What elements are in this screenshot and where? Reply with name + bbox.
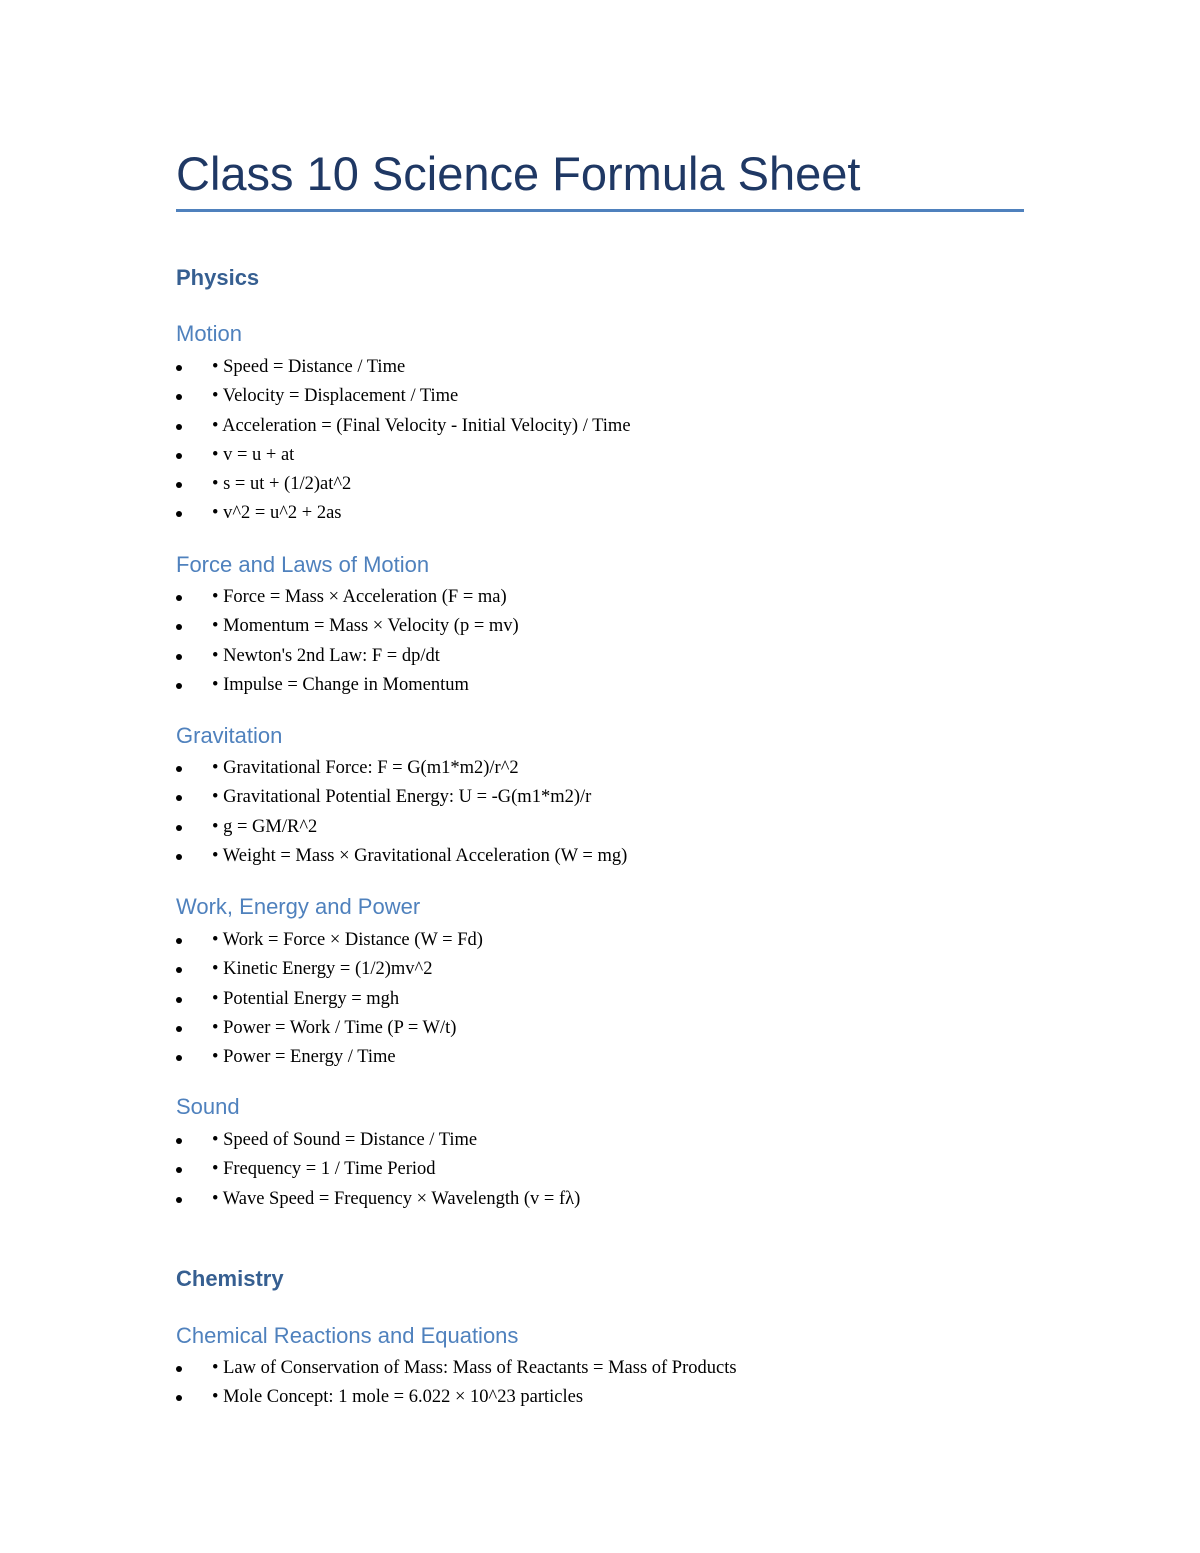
bullet-icon bbox=[176, 654, 182, 660]
subsection-heading-force-and-laws-of-motion: Force and Laws of Motion bbox=[176, 552, 430, 577]
list-item: • Power = Work / Time (P = W/t) bbox=[176, 1014, 1024, 1043]
list-item: • Speed of Sound = Distance / Time bbox=[176, 1126, 1024, 1155]
bullet-icon bbox=[176, 997, 182, 1003]
list-item: • Momentum = Mass × Velocity (p = mv) bbox=[176, 612, 1024, 641]
formula-list-sound bbox=[176, 1126, 1024, 1214]
list-item: • v^2 = u^2 + 2as bbox=[176, 499, 1024, 528]
bullet-icon bbox=[176, 624, 182, 630]
list-item: • Speed = Distance / Time bbox=[176, 353, 1024, 382]
section-heading-physics: Physics bbox=[176, 265, 260, 290]
list-item: • Frequency = 1 / Time Period bbox=[176, 1155, 1024, 1184]
subsection-heading-gravitation: Gravitation bbox=[176, 723, 283, 748]
subsection-heading-sound: Sound bbox=[176, 1094, 240, 1119]
list-item: • Potential Energy = mgh bbox=[176, 985, 1024, 1014]
bullet-icon bbox=[176, 854, 182, 860]
list-item: • Power = Energy / Time bbox=[176, 1043, 1024, 1072]
formula-list-work-energy-power bbox=[176, 926, 1024, 1072]
list-item: • Gravitational Potential Energy: U = -G(m1*m2)/r bbox=[176, 783, 1024, 812]
list-item: • Work = Force × Distance (W = Fd) bbox=[176, 926, 1024, 955]
bullet-icon bbox=[176, 424, 182, 430]
bullet-icon bbox=[176, 1138, 182, 1144]
list-item: • Force = Mass × Acceleration (F = ma) bbox=[176, 583, 1024, 612]
list-item: • s = ut + (1/2)at^2 bbox=[176, 470, 1024, 499]
subsection-heading-chemical-reactions: Chemical Reactions and Equations bbox=[176, 1323, 519, 1348]
list-item: • Mole Concept: 1 mole = 6.022 × 10^23 particles bbox=[176, 1383, 1024, 1412]
list-item: • v = u + at bbox=[176, 441, 1024, 470]
subsection-heading-motion: Motion bbox=[176, 321, 243, 346]
bullet-icon bbox=[176, 1026, 182, 1032]
bullet-icon bbox=[176, 1055, 182, 1061]
bullet-icon bbox=[176, 825, 182, 831]
title-underline bbox=[176, 209, 1024, 212]
list-item: • Weight = Mass × Gravitational Acceleration (W = mg) bbox=[176, 842, 1024, 871]
bullet-icon bbox=[176, 766, 182, 772]
bullet-icon bbox=[176, 967, 182, 973]
bullet-icon bbox=[176, 1366, 182, 1372]
bullet-icon bbox=[176, 595, 182, 601]
bullet-icon bbox=[176, 1167, 182, 1173]
list-item: • Wave Speed = Frequency × Wavelength (v = fλ) bbox=[176, 1185, 1024, 1214]
formula-list-chemical-reactions bbox=[176, 1354, 1024, 1413]
bullet-icon bbox=[176, 511, 182, 517]
list-item: • Kinetic Energy = (1/2)mv^2 bbox=[176, 955, 1024, 984]
bullet-icon bbox=[176, 365, 182, 371]
formula-list-gravitation bbox=[176, 754, 1024, 871]
bullet-icon bbox=[176, 1395, 182, 1401]
list-item: • Acceleration = (Final Velocity - Initial Velocity) / Time bbox=[176, 412, 1024, 441]
list-item: • Impulse = Change in Momentum bbox=[176, 671, 1024, 700]
bullet-icon bbox=[176, 482, 182, 488]
list-item: • Law of Conservation of Mass: Mass of Reactants = Mass of Products bbox=[176, 1354, 1024, 1383]
bullet-icon bbox=[176, 795, 182, 801]
bullet-icon bbox=[176, 394, 182, 400]
list-item: • g = GM/R^2 bbox=[176, 813, 1024, 842]
page-title: Class 10 Science Formula Sheet bbox=[176, 147, 861, 200]
list-item: • Gravitational Force: F = G(m1*m2)/r^2 bbox=[176, 754, 1024, 783]
bullet-icon bbox=[176, 453, 182, 459]
subsection-heading-work-energy-power: Work, Energy and Power bbox=[176, 894, 421, 919]
formula-list-motion bbox=[176, 353, 1024, 529]
formula-list-force bbox=[176, 583, 1024, 700]
bullet-icon bbox=[176, 683, 182, 689]
bullet-icon bbox=[176, 1197, 182, 1203]
bullet-icon bbox=[176, 938, 182, 944]
section-heading-chemistry: Chemistry bbox=[176, 1266, 284, 1291]
list-item: • Velocity = Displacement / Time bbox=[176, 382, 1024, 411]
list-item: • Newton's 2nd Law: F = dp/dt bbox=[176, 642, 1024, 671]
